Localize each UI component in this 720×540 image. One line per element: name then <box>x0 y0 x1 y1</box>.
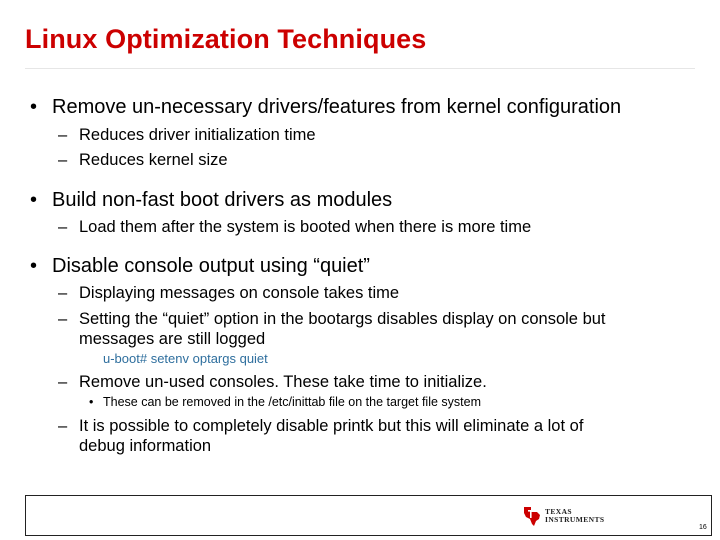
dash-marker: – <box>58 417 68 435</box>
bullet-remove-drivers <box>30 96 621 119</box>
sub-subbullet-inittab <box>89 395 481 409</box>
code-example: u-boot# setenv optargs quiet <box>103 351 268 366</box>
dash-marker: – <box>58 151 68 169</box>
subbullet-text: Displaying messages on console takes time <box>79 284 400 302</box>
texas-state-icon <box>524 507 540 526</box>
subbullet-quiet-option-continued: messages are still logged <box>79 330 266 348</box>
logo-line-instruments: INSTRUMENTS <box>545 515 605 524</box>
bullet-marker: • <box>30 189 38 211</box>
subbullet-text: Load them after the system is booted when there is more time <box>79 218 532 236</box>
subbullet-text: It is possible to completely disable printk but this will eliminate a lot of <box>79 417 584 435</box>
dash-marker: – <box>58 310 68 328</box>
bullet-disable-console <box>30 255 370 278</box>
dash-marker: – <box>58 218 68 236</box>
subbullet-disable-printk <box>58 417 583 436</box>
bullet-text: Disable console output using “quiet” <box>52 255 370 277</box>
bullet-build-modules <box>30 189 392 212</box>
subbullet-reduce-init-time <box>58 126 316 145</box>
dash-marker: – <box>58 126 68 144</box>
subbullet-text: Reduces kernel size <box>79 151 228 169</box>
title-divider <box>25 68 695 69</box>
subbullet-remove-consoles <box>58 373 487 392</box>
bullet-text: Remove un-necessary drivers/features from kernel configuration <box>52 96 622 118</box>
subbullet-text: Setting the “quiet” option in the bootargs disables display on console but <box>79 310 606 328</box>
subbullet-text: Remove un-used consoles. These take time to initialize. <box>79 373 487 391</box>
subbullet-load-after-boot <box>58 218 531 237</box>
sub-subbullet-text: These can be removed in the /etc/inittab file on the target file system <box>103 395 481 409</box>
subbullet-quiet-option <box>58 310 606 329</box>
dash-marker: – <box>58 284 68 302</box>
subbullet-text: Reduces driver initialization time <box>79 126 316 144</box>
bullet-marker: • <box>30 255 38 277</box>
subbullet-console-takes-time <box>58 284 399 303</box>
bullet-marker: • <box>30 96 38 118</box>
logo-line-texas: TEXAS <box>545 507 573 516</box>
subbullet-disable-printk-continued: debug information <box>79 437 212 455</box>
subbullet-reduce-kernel-size <box>58 151 228 170</box>
dash-marker: – <box>58 373 68 391</box>
page-number: 16 <box>699 524 707 531</box>
logo-wordmark <box>545 508 604 524</box>
slide-title: Linux Optimization Techniques <box>25 24 427 54</box>
bullet-marker-small: • <box>89 395 94 409</box>
bullet-text: Build non-fast boot drivers as modules <box>52 189 393 211</box>
